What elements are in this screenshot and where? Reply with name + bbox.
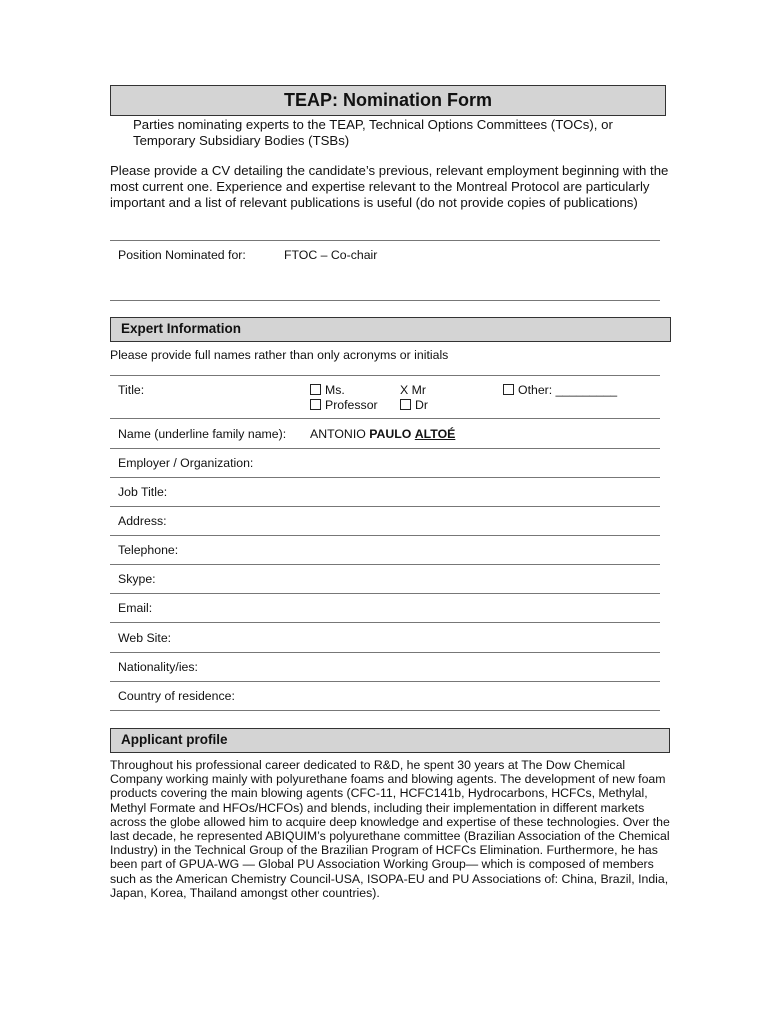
skype-label: Skype:: [118, 572, 156, 586]
family-name: ALTOÉ: [414, 427, 456, 441]
dr-label: Dr: [415, 398, 428, 412]
mr-check-mark: X: [400, 383, 409, 397]
telephone-label: Telephone:: [118, 543, 179, 557]
divider: [110, 652, 660, 653]
checkbox-dr[interactable]: [400, 399, 411, 410]
divider: [110, 448, 660, 449]
employer-label: Employer / Organization:: [118, 456, 254, 470]
divider: [110, 681, 660, 682]
given-name: ANTONIO: [310, 427, 366, 441]
expert-info-heading: Expert Information: [110, 317, 671, 342]
other-label: Other: _________: [518, 383, 618, 397]
name-label: Name (underline family name):: [118, 427, 287, 441]
ms-label: Ms.: [325, 383, 345, 397]
nationality-label: Nationality/ies:: [118, 660, 198, 674]
cv-instructions: Please provide a CV detailing the candidate’s previous, relevant employment beginning with the most current one. Experience and expertise relevant to the Montreal Protocol are particularly important and a list of relevant publications is useful (do not provide copies of publications): [110, 163, 669, 210]
country-label: Country of residence:: [118, 689, 235, 703]
divider: [110, 300, 660, 301]
address-label: Address:: [118, 514, 167, 528]
name-value[interactable]: [310, 427, 455, 441]
divider: [110, 375, 660, 376]
title-option-professor[interactable]: [310, 398, 378, 412]
website-label: Web Site:: [118, 631, 172, 645]
position-value[interactable]: FTOC – Co-chair: [284, 248, 378, 262]
checkbox-other[interactable]: [503, 384, 514, 395]
divider: [110, 593, 660, 594]
position-label: Position Nominated for:: [118, 248, 246, 262]
divider: [110, 506, 660, 507]
middle-name: PAULO: [369, 427, 412, 441]
title-option-mr[interactable]: [400, 383, 426, 397]
divider: [110, 564, 660, 565]
full-names-note: Please provide full names rather than only acronyms or initials: [110, 348, 449, 362]
divider: [110, 535, 660, 536]
checkbox-professor[interactable]: [310, 399, 321, 410]
form-intro: Parties nominating experts to the TEAP, Technical Options Committees (TOCs), or Temporary Subsidiary Bodies (TSBs): [133, 117, 613, 148]
divider: [110, 240, 660, 241]
title-option-other[interactable]: [503, 383, 617, 397]
title-option-dr[interactable]: [400, 398, 428, 412]
professor-label: Professor: [325, 398, 378, 412]
divider: [110, 418, 660, 419]
title-option-ms[interactable]: [310, 383, 345, 397]
checkbox-ms[interactable]: [310, 384, 321, 395]
mr-label: Mr: [411, 383, 426, 397]
divider: [110, 710, 660, 711]
job-title-label: Job Title:: [118, 485, 168, 499]
applicant-profile-heading: Applicant profile: [110, 728, 670, 753]
applicant-profile-text: Throughout his professional career dedicated to R&D, he spent 30 years at The Dow Chemical Company working mainly with polyurethane foams and blowing agents. The development of new foam products covering the main blowing agents (CFC-11, HCFC141b, Hydrocarbons, HCFCs, Methylal, Methyl Formate and HFOs/HCFOs) and blends, including their implementation in different markets across the globe allowed him to acquire deep knowledge and expertise of these technologies. Over the last decade, he represented ABIQUIM’s polyurethane committee (Brazilian Association of the Chemical Industry) in the Technical Group of the Brazilian Program of HCFCs Elimination. Furthermore, he has been part of GPUA-WG — Global PU Association Working Group— which is composed of members such as the American Chemistry Council-USA, ISOPA-EU and PU Associations of: China, Brazil, India, Japan, Korea, Thailand amongst other countries).: [110, 758, 670, 900]
email-label: Email:: [118, 601, 153, 615]
form-title: TEAP: Nomination Form: [110, 85, 666, 116]
title-label: Title:: [118, 383, 145, 397]
divider: [110, 622, 660, 623]
divider: [110, 477, 660, 478]
